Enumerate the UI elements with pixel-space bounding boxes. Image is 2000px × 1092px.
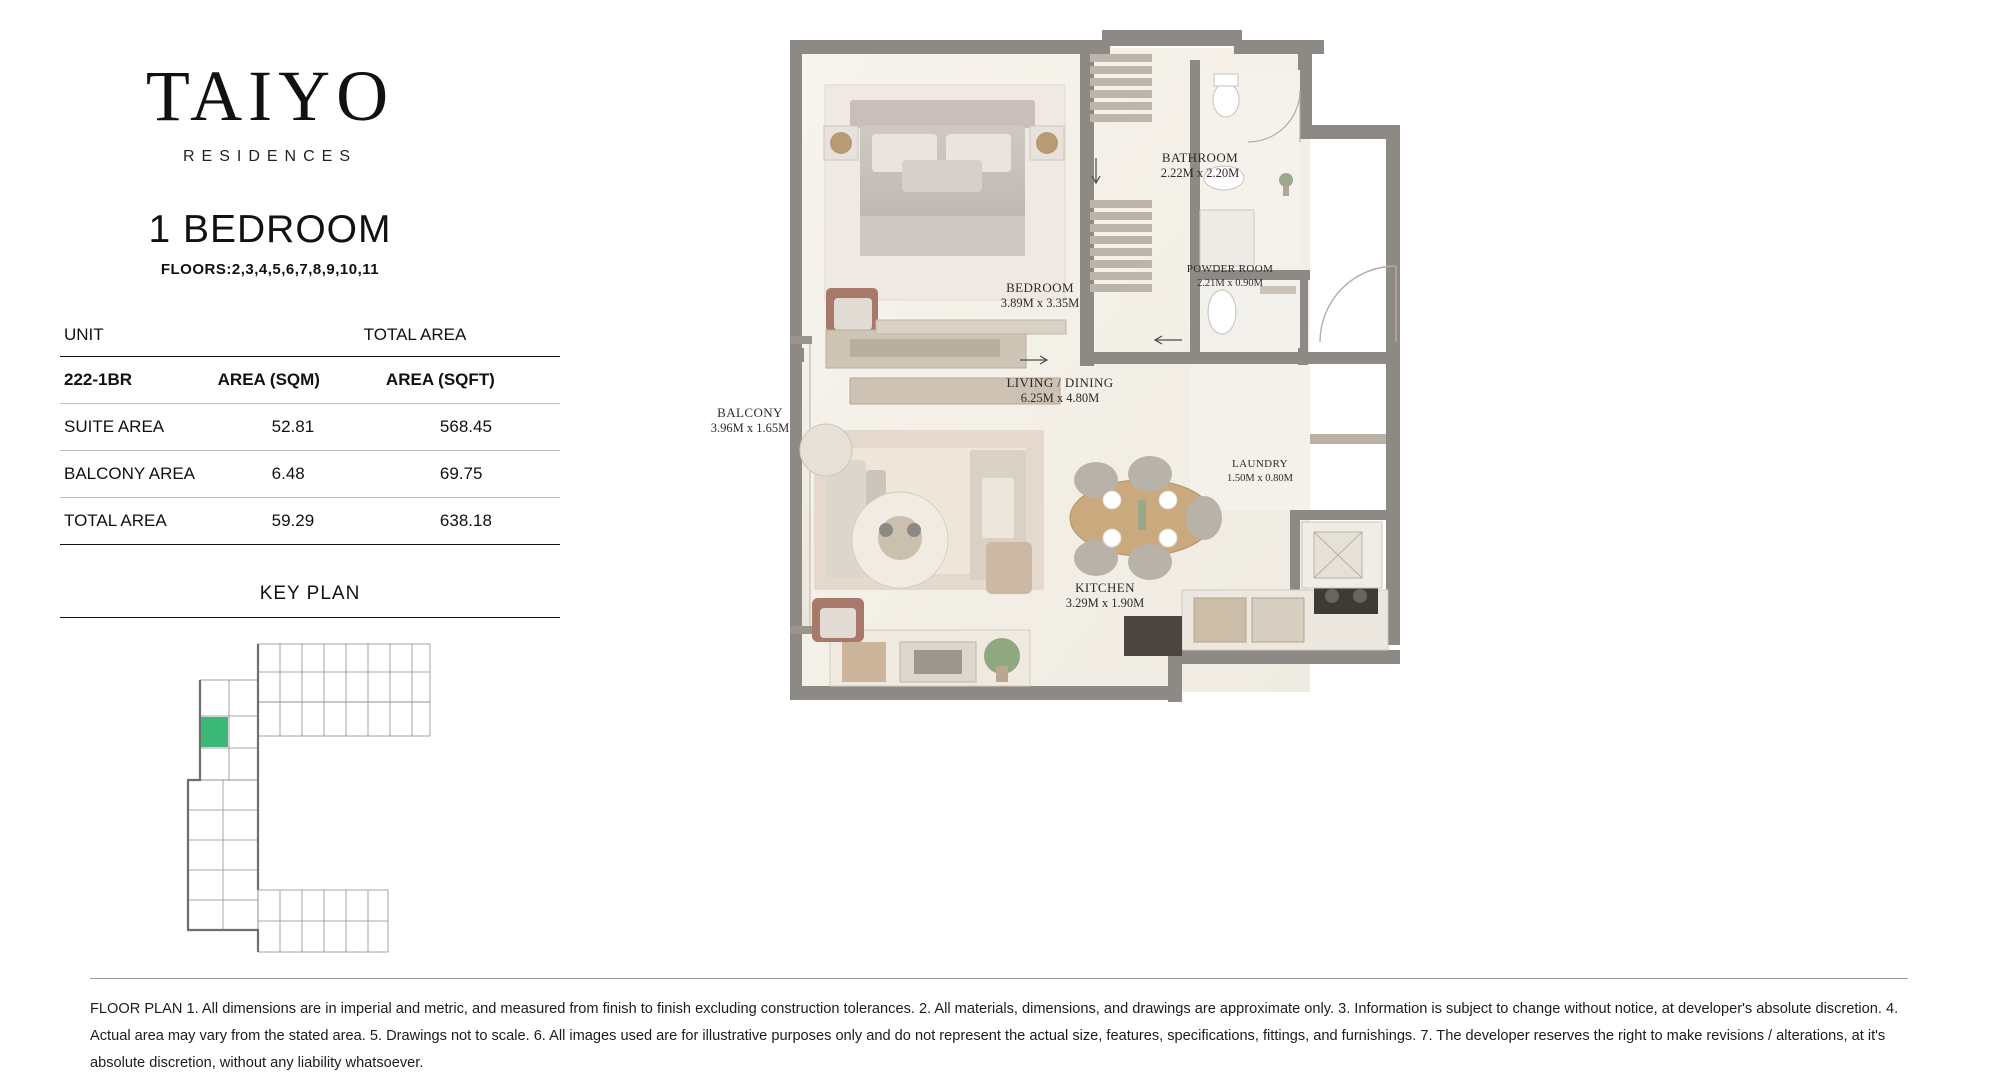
row-sqm: 59.29 [214,498,382,545]
keyplan-highlight [201,717,228,747]
table-subheader-row [60,357,560,404]
brand-logo [70,56,470,166]
bathroom-fixtures [1200,70,1300,348]
row-sqm: 6.48 [214,451,382,498]
page-title: 1 BEDROOM [148,208,392,251]
row-label: TOTAL AREA [60,498,214,545]
divider [60,617,560,618]
info-panel [60,56,560,970]
floorplan-drawing [710,30,1530,720]
room-label-bedroom: BEDROOM 3.89M x 3.35M [1000,280,1080,311]
laundry-fixtures [1302,266,1396,588]
room-label-balcony: BALCONY 3.96M x 1.65M [710,405,790,436]
floors-list: FLOORS:2,3,4,5,6,7,8,9,10,11 [160,261,380,278]
room-label-powder-room: POWDER ROOM 2.21M x 0.90M [1186,263,1274,289]
divider [90,978,1908,979]
header-area-sqm: AREA (SQM) [214,357,382,404]
keyplan-title: KEY PLAN [259,583,361,604]
area-table [60,312,560,545]
row-sqft: 69.75 [382,451,560,498]
table-row [60,404,560,451]
row-sqft: 638.18 [382,498,560,545]
room-label-laundry: LAUNDRY 1.50M x 0.80M [1227,458,1293,484]
room-label-bathroom: BATHROOM 2.22M x 2.20M [1160,150,1240,181]
table-row [60,498,560,545]
header-area-sqft: AREA (SQFT) [382,357,560,404]
brand-name: TAIYO [145,56,395,136]
header-unit: UNIT [60,312,214,357]
row-label: SUITE AREA [60,404,214,451]
keyplan-diagram [170,640,450,970]
table-header-row [60,312,560,357]
brand-subtitle: RESIDENCES [182,148,358,165]
header-total-area: TOTAL AREA [214,312,560,357]
disclaimer-text: FLOOR PLAN 1. All dimensions are in imperial and metric, and measured from finish to finish excluding construction tolerances. 2. All materials, dimensions, and drawings are approximate only. 3. Information is subject to change without notice, at developer's absolute discretion. 4. Actual area may vary from the stated area. 5. Drawings not to scale. 6. All images used are for illustrative purposes only and do not represent the actual size, features, specifications, fittings, and furnishings. 7. The developer reserves the right to make revisions / alterations, at it's absolute discretion, without any liability whatsoever. [90,1001,1899,1071]
room-label-living-dining: LIVING / DINING 6.25M x 4.80M [1006,375,1114,406]
table-row [60,451,560,498]
row-sqft: 568.45 [382,404,560,451]
room-label-kitchen: KITCHEN 3.29M x 1.90M [1065,580,1145,611]
keyplan-svg [170,640,450,970]
row-label: BALCONY AREA [60,451,214,498]
row-sqm: 52.81 [214,404,382,451]
unit-code: 222-1BR [60,357,214,404]
